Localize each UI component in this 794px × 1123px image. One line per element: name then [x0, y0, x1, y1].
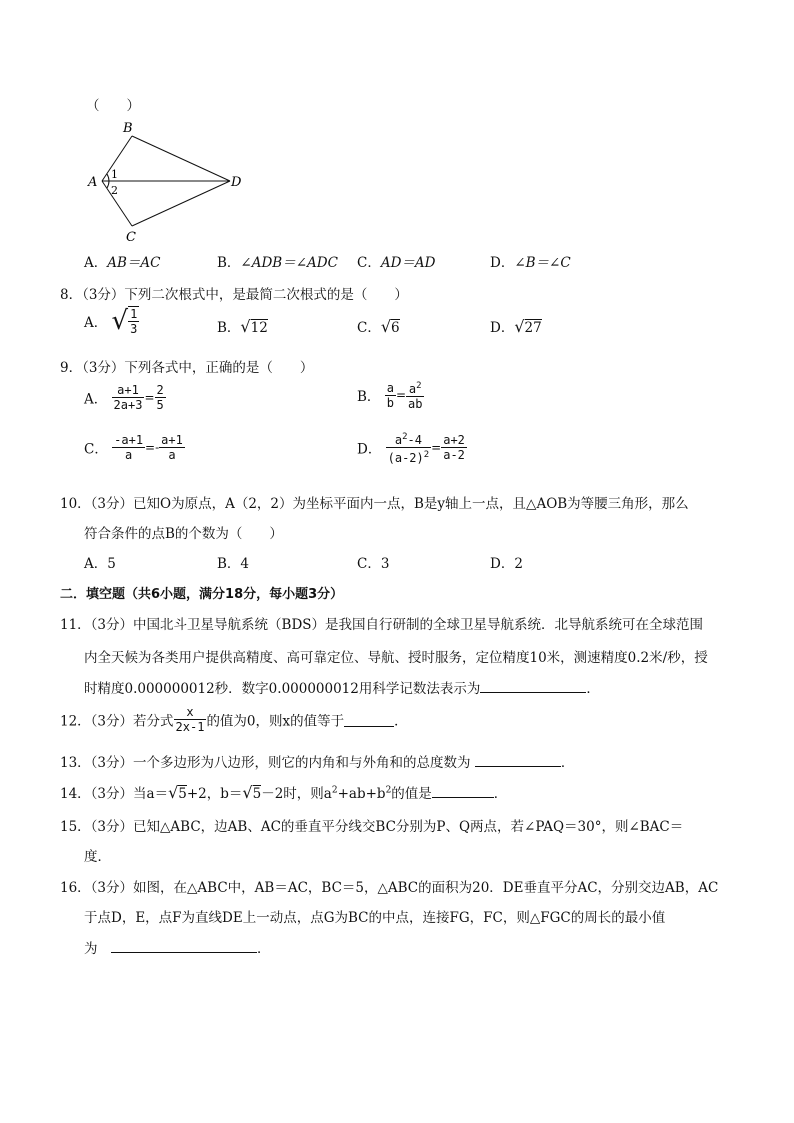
- q13-answer-blank[interactable]: [475, 752, 561, 767]
- q7-option-b: B．∠ADB＝∠ADC: [217, 255, 338, 271]
- q7-triangle-figure: [80, 118, 255, 243]
- q7-option-c: C．AD＝AD: [357, 255, 436, 271]
- vertex-d: D: [231, 175, 242, 190]
- q9-option-b: B． $\frac{a}{b}$ = $\frac{a^2}{ab}$: [357, 380, 423, 411]
- q16-line3: 为 ．: [84, 937, 271, 957]
- q12-line: 12．（3分）若分式 $\frac{x}{2x-1}$ 的值为0，则x的值等于 ．: [60, 705, 408, 734]
- section-2-title: 二．填空题（共6小题，满分18分，每小题3分）: [60, 587, 344, 602]
- angle-1-label: 1: [111, 168, 118, 181]
- q15-line1: 15．（3分）已知△ABC，边AB、AC的垂直平分线交BC分别为P、Q两点，若∠PAQ＝30°，则∠BAC＝: [60, 819, 684, 835]
- q8-option-d: D．√27: [490, 317, 542, 336]
- q8-stem: 8．（3分）下列二次根式中，是最简二次根式的是（ ）: [60, 287, 408, 303]
- q7-answer-paren: （ ）: [86, 98, 140, 114]
- q9-stem: 9．（3分）下列各式中，正确的是（ ）: [60, 360, 314, 376]
- q10-option-c: C．3: [357, 556, 390, 572]
- q14-answer-blank[interactable]: [432, 783, 494, 798]
- q14-line: 14．（3分）当a＝√5+2，b＝√5－2时，则$a^2+ab+b^2$的值是 ．: [60, 783, 508, 802]
- q16-line2: 于点D，E，点F为直线DE上一动点，点G为BC的中点，连接FG，FC，则△FGC的周长的最小值: [84, 910, 666, 926]
- q9-option-d: D． $\frac{a^2-4}{(a-2)^2}$ = $\frac{a+2}{a-2}$: [357, 432, 465, 465]
- q9-option-c: C． $\frac{-a+1}{a}$ =- $\frac{a+1}{a}$: [84, 433, 183, 462]
- q13-line: 13．（3分）一个多边形为八边形，则它的内角和与外角和的总度数为 ．: [60, 751, 574, 771]
- q7-option-d: D．∠B＝∠C: [490, 255, 571, 271]
- q8-option-b: B．√12: [217, 317, 268, 336]
- q10-stem-line1: 10．（3分）已知O为原点，A（2，2）为坐标平面内一点，B是y轴上一点，且△AOB为等腰三角形，那么: [60, 496, 689, 512]
- angle-2-label: 2: [111, 184, 118, 197]
- vertex-b: B: [123, 121, 133, 136]
- q10-option-b: B．4: [217, 556, 250, 572]
- q9-option-a: A． $\frac{a+1}{2a+3}$ = $\frac{2}{5}$: [84, 383, 164, 412]
- q8-option-a: A． √ $\frac{1}{3}$: [84, 306, 138, 336]
- q12-answer-blank[interactable]: [344, 712, 394, 727]
- segment-bd: [132, 136, 230, 181]
- q16-line1: 16．（3分）如图，在△ABC中，AB＝AC，BC＝5，△ABC的面积为20．DE垂直平分AC，分别交边AB，AC: [60, 880, 719, 896]
- q8-option-c: C．√6: [357, 317, 400, 336]
- q10-option-a: A．5: [84, 556, 116, 572]
- q15-line2: 度．: [84, 849, 111, 865]
- q11-line2: 内全天候为各类用户提供高精度、高可靠定位、导航、授时服务，定位精度10米，测速精度0.2米/秒，授: [84, 650, 708, 666]
- vertex-c: C: [126, 230, 136, 243]
- q11-answer-blank[interactable]: [480, 678, 586, 693]
- vertex-a: A: [88, 175, 98, 190]
- q10-stem-line2: 符合条件的点B的个数为（ ）: [84, 526, 283, 542]
- q11-line1: 11．（3分）中国北斗卫星导航系统（BDS）是我国自行研制的全球卫星导航系统．北导航系统可在全球范围: [60, 617, 704, 633]
- q10-option-d: D．2: [490, 556, 523, 572]
- segment-cd: [132, 181, 230, 226]
- q7-option-a: A．AB＝AC: [84, 255, 161, 271]
- q11-line3: 时精度0.000000012秒．数字0.000000012用科学记数法表示为 ．: [84, 677, 600, 697]
- q16-answer-blank[interactable]: [111, 938, 257, 953]
